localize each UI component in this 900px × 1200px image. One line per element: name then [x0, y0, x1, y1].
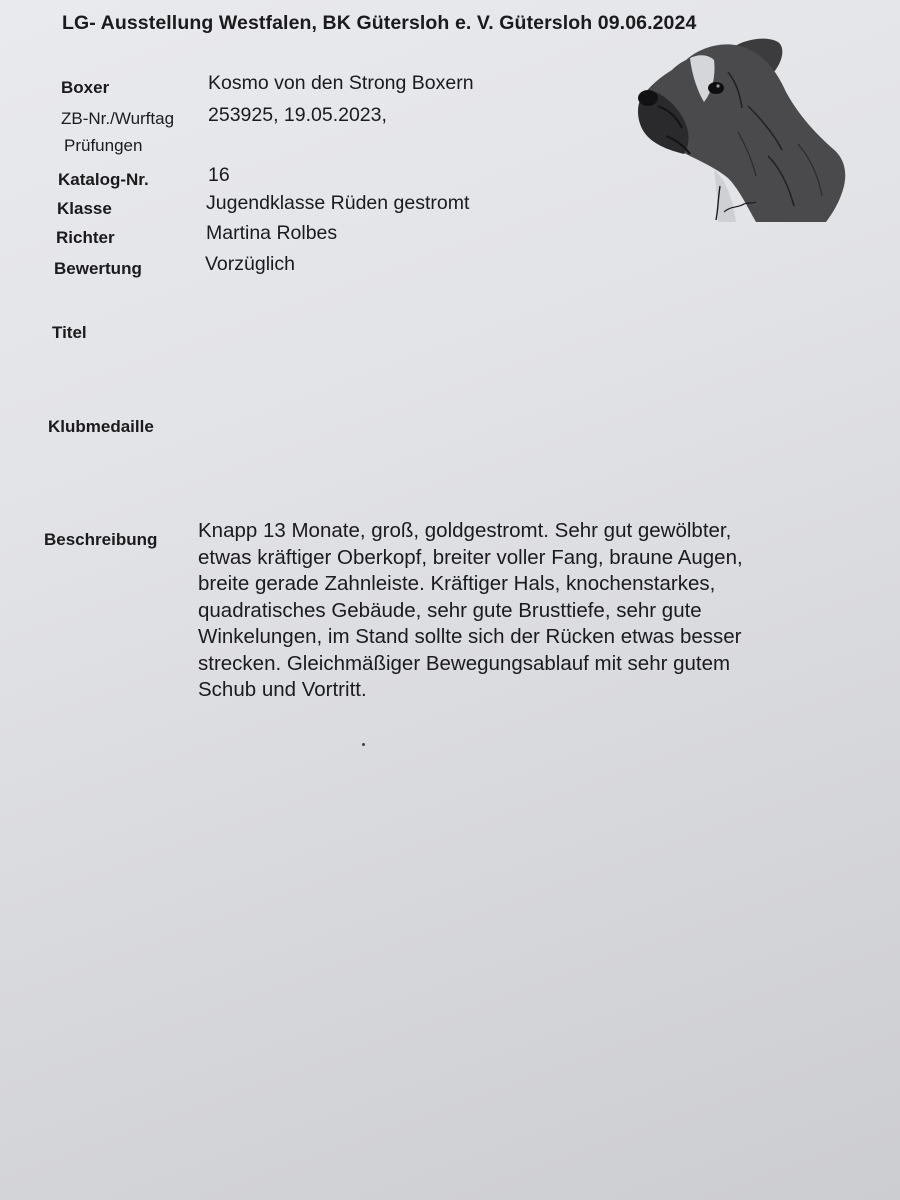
description-line: Winkelungen, im Stand sollte sich der Rücken etwas besser	[198, 625, 742, 648]
label-pruefungen: Prüfungen	[64, 136, 143, 155]
description-line: breite gerade Zahnleiste. Kräftiger Hals, knochenstarkes,	[198, 572, 716, 595]
label-zb-nr-wurftag: ZB-Nr./Wurftag	[61, 109, 175, 128]
value-bewertung: Vorzüglich	[205, 253, 295, 275]
value-katalog-nr: 16	[208, 164, 230, 186]
label-titel: Titel	[52, 323, 87, 342]
label-boxer: Boxer	[61, 78, 110, 97]
label-katalog-nr: Katalog-Nr.	[58, 170, 149, 189]
label-klubmedaille: Klubmedaille	[48, 417, 154, 436]
value-boxer: Kosmo von den Strong Boxern	[208, 72, 474, 94]
document-title: LG- Ausstellung Westfalen, BK Gütersloh e. V. Gütersloh 09.06.2024	[62, 12, 697, 34]
label-bewertung: Bewertung	[54, 259, 142, 278]
value-zb-nr-wurftag: 253925, 19.05.2023,	[208, 104, 387, 126]
label-richter: Richter	[56, 228, 115, 247]
description-line: strecken. Gleichmäßiger Bewegungsablauf mit sehr gutem	[198, 651, 731, 675]
description-line: Schub und Vortritt.	[198, 678, 367, 701]
label-beschreibung: Beschreibung	[44, 530, 158, 549]
label-klasse: Klasse	[57, 199, 112, 218]
description-line: quadratisches Gebäude, sehr gute Brusttiefe, sehr gute	[198, 598, 702, 622]
description-line: etwas kräftiger Oberkopf, breiter voller Fang, braune Augen,	[198, 545, 743, 569]
paper-speck	[362, 743, 365, 746]
value-richter: Martina Rolbes	[206, 222, 338, 244]
boxer-dog-head-icon	[628, 36, 856, 226]
value-klasse: Jugendklasse Rüden gestromt	[206, 192, 470, 214]
description-line: Knapp 13 Monate, groß, goldgestromt. Sehr gut gewölbter,	[198, 519, 732, 542]
description-text	[198, 518, 858, 704]
